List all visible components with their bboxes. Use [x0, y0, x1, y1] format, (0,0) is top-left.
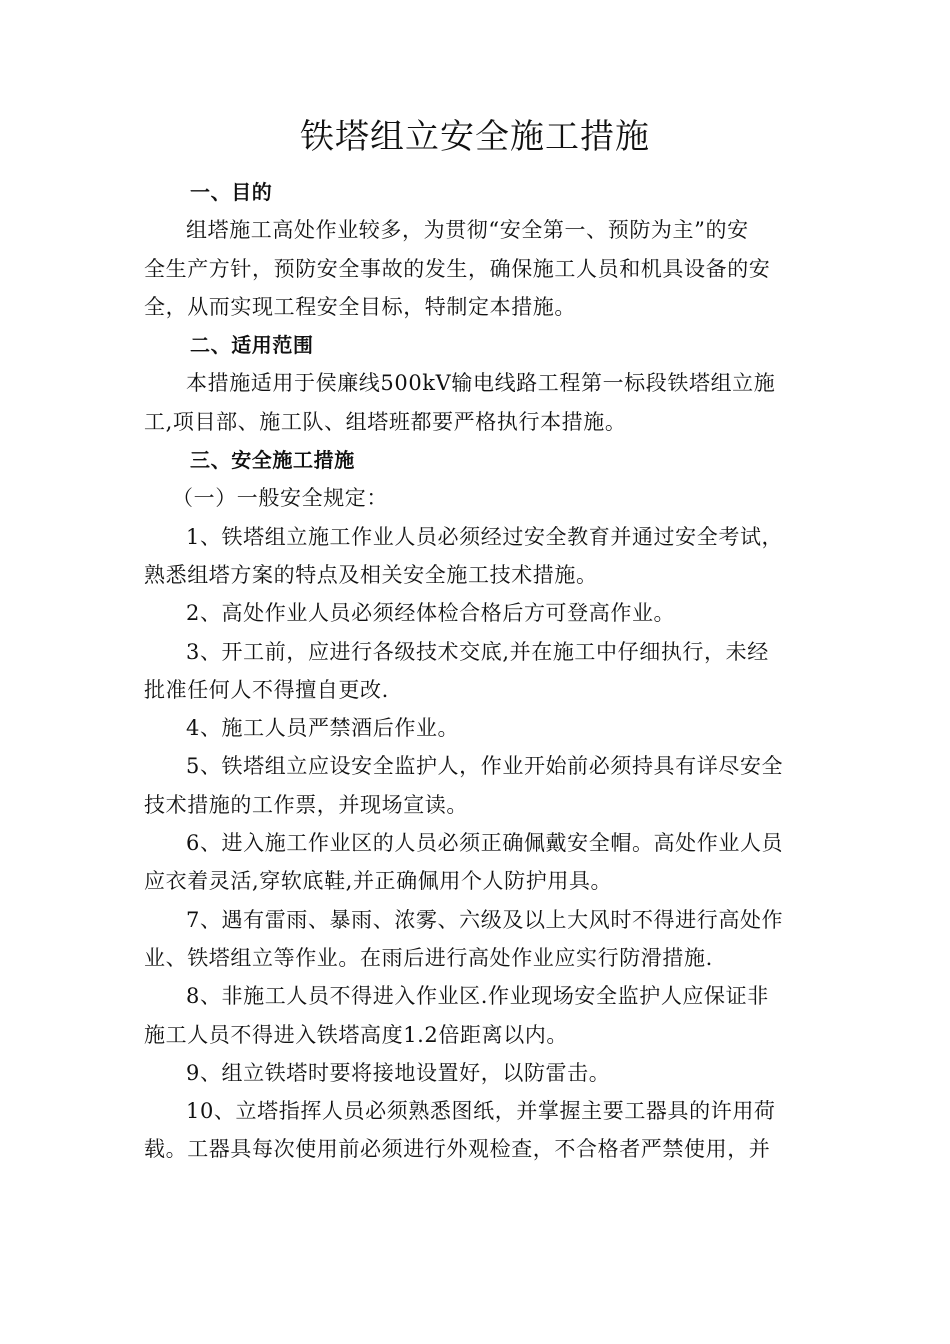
paragraph-line: 3、开工前，应进行各级技术交底,并在施工中仔细执行，未经 — [186, 639, 769, 664]
paragraph-line: 9、组立铁塔时要将接地设置好，以防雷击。 — [186, 1060, 611, 1085]
paragraph-line: 4、施工人员严禁酒后作业。 — [186, 716, 460, 741]
paragraph-line: 8、非施工人员不得进入作业区.作业现场安全监护人应保证非 — [186, 984, 769, 1009]
paragraph-line: 1、铁塔组立施工作业人员必须经过安全教育并通过安全考试， — [186, 524, 784, 549]
paragraph-line: 批准任何人不得擅自更改. — [144, 677, 389, 702]
paragraph-line: 本措施适用于侯廉线500kV输电线路工程第一标段铁塔组立施 — [186, 371, 776, 396]
paragraph-line: 全生产方针，预防安全事故的发生，确保施工人员和机具设备的安 — [144, 256, 771, 281]
paragraph-line: 10、立塔指挥人员必须熟悉图纸，并掌握主要工器具的许用荷 — [186, 1099, 776, 1124]
paragraph-line: 熟悉组塔方案的特点及相关安全施工技术措施。 — [144, 562, 598, 587]
paragraph-line: 应衣着灵活,穿软底鞋,并正确佩用个人防护用具。 — [144, 869, 613, 894]
subsection-heading: （一）一般安全规定： — [172, 486, 388, 511]
document-body — [144, 173, 808, 1169]
paragraph-line: 6、进入施工作业区的人员必须正确佩戴安全帽。高处作业人员 — [186, 831, 784, 856]
paragraph-line: 2、高处作业人员必须经体检合格后方可登高作业。 — [186, 601, 676, 626]
paragraph-line: 工,项目部、施工队、组塔班都要严格执行本措施。 — [144, 409, 627, 434]
paragraph-line: 全，从而实现工程安全目标，特制定本措施。 — [144, 294, 576, 319]
paragraph-line: 业、铁塔组立等作业。在雨后进行高处作业应实行防滑措施. — [144, 945, 713, 970]
paragraph-line: 7、遇有雷雨、暴雨、浓雾、六级及以上大风时不得进行高处作 — [186, 907, 784, 932]
paragraph-line: 组塔施工高处作业较多，为贯彻“安全第一、预防为主”的安 — [186, 218, 749, 243]
document-title: 铁塔组立安全施工措施 — [300, 117, 650, 157]
paragraph-line: 技术措施的工作票，并现场宣读。 — [144, 792, 468, 817]
paragraph-line: 载。工器具每次使用前必须进行外观检查，不合格者严禁使用，并 — [144, 1137, 771, 1162]
section-heading: 一、目的 — [190, 180, 273, 204]
section-heading: 二、适用范围 — [190, 333, 314, 358]
section-heading: 三、安全施工措施 — [190, 448, 355, 473]
paragraph-line: 施工人员不得进入铁塔高度1.2倍距离以内。 — [144, 1022, 568, 1047]
paragraph-line: 5、铁塔组立应设安全监护人，作业开始前必须持具有详尽安全 — [186, 754, 784, 779]
